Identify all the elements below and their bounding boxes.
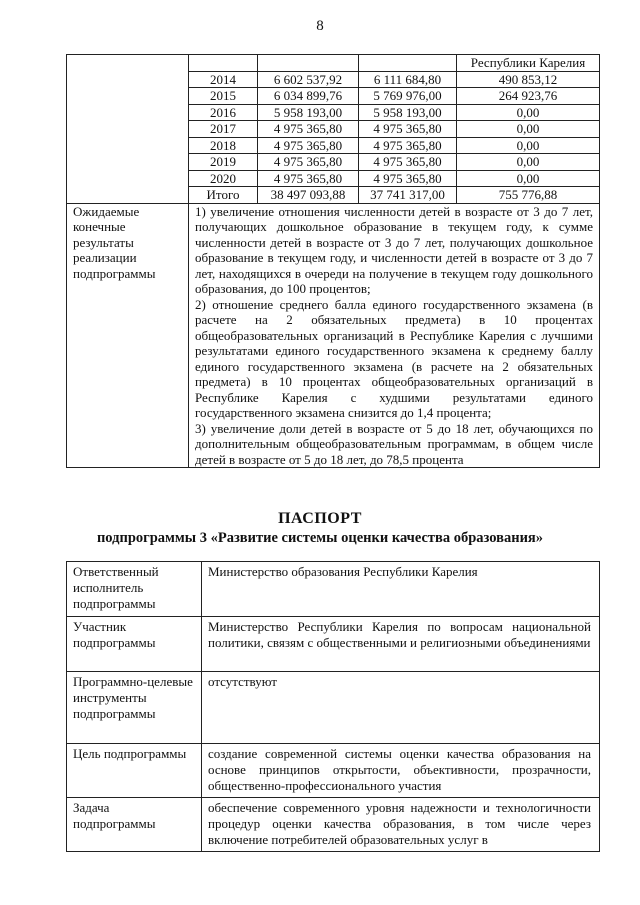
financing-regional: 0,00 [457,104,600,121]
passport-row-value: создание современной системы оценки качества образования на основе принципов открытости, объективности, прозрачности, общественно-профессионального участия [202,744,600,798]
passport-row-label: Ответственный исполнитель подпрограммы [67,562,202,617]
empty-label-cell [67,154,189,171]
financing-federal: 4 975 365,80 [359,137,457,154]
financing-table [66,54,600,468]
financing-year: 2015 [189,88,258,105]
financing-row [67,154,600,171]
financing-year: 2014 [189,71,258,88]
financing-regional: 755 776,88 [457,187,600,204]
empty-label-cell [67,137,189,154]
financing-year: 2017 [189,121,258,138]
passport-row-value: Министерство образования Республики Карелия [202,562,600,617]
passport-row [67,744,600,798]
financing-total: 4 975 365,80 [258,137,359,154]
passport-subtitle: подпрограммы 3 «Развитие системы оценки качества образования» [96,530,544,546]
financing-year: 2016 [189,104,258,121]
passport-row-value: отсутствуют [202,672,600,744]
financing-federal: 4 975 365,80 [359,121,457,138]
passport-table [66,561,600,852]
empty-label-cell [67,121,189,138]
passport-row [67,562,600,617]
header-cell [258,55,359,72]
financing-row [67,170,600,187]
financing-federal: 37 741 317,00 [359,187,457,204]
empty-label-cell [67,55,189,72]
expected-results-row [67,203,600,468]
financing-header-row [67,55,600,72]
financing-federal: 5 958 193,00 [359,104,457,121]
passport-row [67,617,600,672]
financing-federal: 4 975 365,80 [359,154,457,171]
empty-label-cell [67,88,189,105]
financing-federal: 6 111 684,80 [359,71,457,88]
expected-results-label: Ожидаемые конечные результаты реализации подпрограммы [67,203,189,468]
passport-row [67,672,600,744]
header-cell-regional: Республики Карелия [457,55,600,72]
passport-row-value: Министерство Республики Карелия по вопросам национальной политики, связям с общественными и религиозными объединениями [202,617,600,672]
financing-total: 4 975 365,80 [258,154,359,171]
financing-regional: 0,00 [457,121,600,138]
financing-year: 2020 [189,170,258,187]
financing-total: 6 602 537,92 [258,71,359,88]
passport-row [67,798,600,852]
financing-regional: 0,00 [457,154,600,171]
financing-row [67,187,600,204]
financing-year: 2018 [189,137,258,154]
financing-year: 2019 [189,154,258,171]
expected-result-item: 3) увеличение доли детей в возрасте от 5 до 18 лет, обучающихся по дополнительным общеобразовательным программам, в общем числе детей в возрасте от 5 до 18 лет, до 78,5 процента [195,420,593,467]
financing-total: 6 034 899,76 [258,88,359,105]
financing-total: 4 975 365,80 [258,121,359,138]
financing-total: 5 958 193,00 [258,104,359,121]
expected-result-item: 1) увеличение отношения численности детей в возрасте от 3 до 7 лет, получающих дошкольное образование в текущем году, к сумме численности детей в возрасте от 3 до 7 лет, получающих дошкольное образование в текущем году, и численности детей в возрасте от 3 до 7 лет, находящихся в очереди на получение в текущем году дошкольного образования, до 100 процентов; [195,203,593,296]
financing-total: 4 975 365,80 [258,170,359,187]
page-number: 8 [316,18,324,34]
financing-regional: 490 853,12 [457,71,600,88]
passport-row-value: обеспечение современного уровня надежности и технологичности процедур оценки качества образования, в том числе через включение потребителей образовательных услуг в [202,798,600,852]
financing-row [67,88,600,105]
passport-title: ПАСПОРТ [278,510,362,527]
financing-row [67,121,600,138]
financing-total: 38 497 093,88 [258,187,359,204]
passport-row-label: Программно-целевые инструменты подпрограммы [67,672,202,744]
financing-federal: 5 769 976,00 [359,88,457,105]
financing-regional: 264 923,76 [457,88,600,105]
passport-row-label: Цель подпрограммы [67,744,202,798]
expected-results-text [189,203,600,468]
empty-label-cell [67,104,189,121]
financing-row [67,137,600,154]
empty-label-cell [67,170,189,187]
financing-federal: 4 975 365,80 [359,170,457,187]
financing-regional: 0,00 [457,137,600,154]
empty-label-cell [67,187,189,204]
passport-row-label: Участник подпрограммы [67,617,202,672]
financing-year: Итого [189,187,258,204]
header-cell [189,55,258,72]
financing-row [67,104,600,121]
header-cell [359,55,457,72]
financing-regional: 0,00 [457,170,600,187]
empty-label-cell [67,71,189,88]
passport-row-label: Задача подпрограммы [67,798,202,852]
financing-row [67,71,600,88]
expected-result-item: 2) отношение среднего балла единого государственного экзамена (в расчете на 2 обязательных предмета) в 10 процентах общеобразовательных организаций в Республике Карелия с лучшими результатами единого государственного экзамена к среднему баллу единого государственного экзамена (в расчете на 2 обязательных предмета) в 10 процентах общеобразовательных организаций в Республике Карелия с худшими результатами единого государственного экзамена снизится до 1,4 процента; [195,296,593,420]
